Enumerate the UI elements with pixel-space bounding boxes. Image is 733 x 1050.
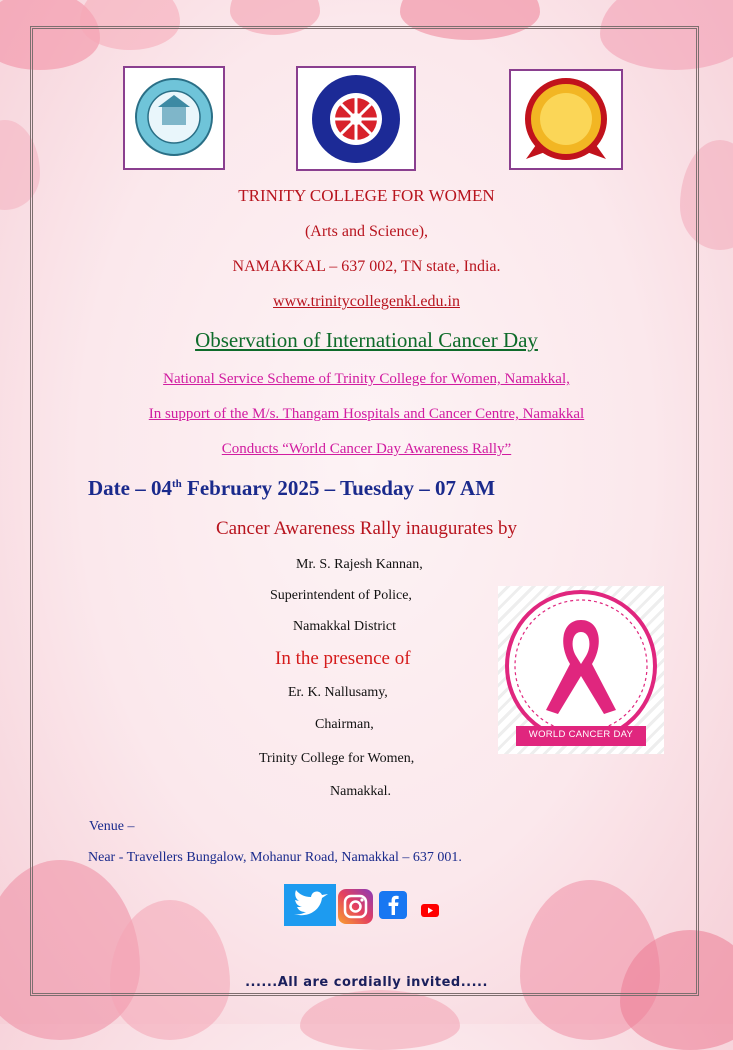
college-address: NAMAKKAL – 637 002, TN state, India. [232, 258, 501, 275]
venue-label: Venue – [89, 819, 135, 834]
chief-guest-designation: Superintendent of Police, [270, 588, 412, 603]
event-line-support: In support of the M/s. Thangam Hospitals and Cancer Centre, Namakkal [148, 406, 585, 422]
anniversary-logo [509, 69, 623, 170]
college-subtitle: (Arts and Science), [304, 223, 429, 240]
college-website-link[interactable]: www.trinitycollegenkl.edu.in [273, 293, 460, 310]
presence-place: Namakkal. [330, 784, 392, 799]
event-line-conducts: Conducts “World Cancer Day Awareness Rally” [221, 441, 512, 457]
world-cancer-day-badge: WORLD CANCER DAY [528, 729, 634, 740]
twitter-icon[interactable] [284, 884, 336, 926]
presence-org: Trinity College for Women, [259, 751, 415, 766]
chief-guest-name: Mr. S. Rajesh Kannan, [296, 557, 423, 572]
presence-name: Er. K. Nallusamy, [288, 685, 388, 700]
presence-designation: Chairman, [315, 717, 374, 732]
youtube-icon[interactable] [421, 904, 439, 917]
world-cancer-day-image [498, 586, 664, 754]
venue-address: Near - Travellers Bungalow, Mohanur Road, Namakkal – 637 001. [88, 850, 462, 865]
presence-heading: In the presence of [275, 648, 411, 669]
instagram-icon[interactable] [338, 889, 373, 924]
nss-logo [296, 66, 416, 171]
event-line-nss: National Service Scheme of Trinity College for Women, Namakkal, [163, 371, 570, 387]
event-title: Observation of International Cancer Day [195, 328, 538, 352]
anniversary-badge-icon [518, 75, 614, 165]
facebook-icon[interactable] [379, 891, 407, 919]
event-date: Date – 04th February 2025 – Tuesday – 07 AM [88, 476, 496, 500]
inauguration-heading: Cancer Awareness Rally inaugurates by [215, 518, 518, 539]
college-emblem-icon [132, 73, 216, 163]
college-logo [123, 66, 225, 170]
chief-guest-place: Namakkal District [293, 619, 397, 634]
invitation-footer: ......All are cordially invited..... [245, 975, 488, 990]
nss-wheel-icon [308, 71, 404, 167]
college-name: TRINITY COLLEGE FOR WOMEN [238, 186, 495, 205]
